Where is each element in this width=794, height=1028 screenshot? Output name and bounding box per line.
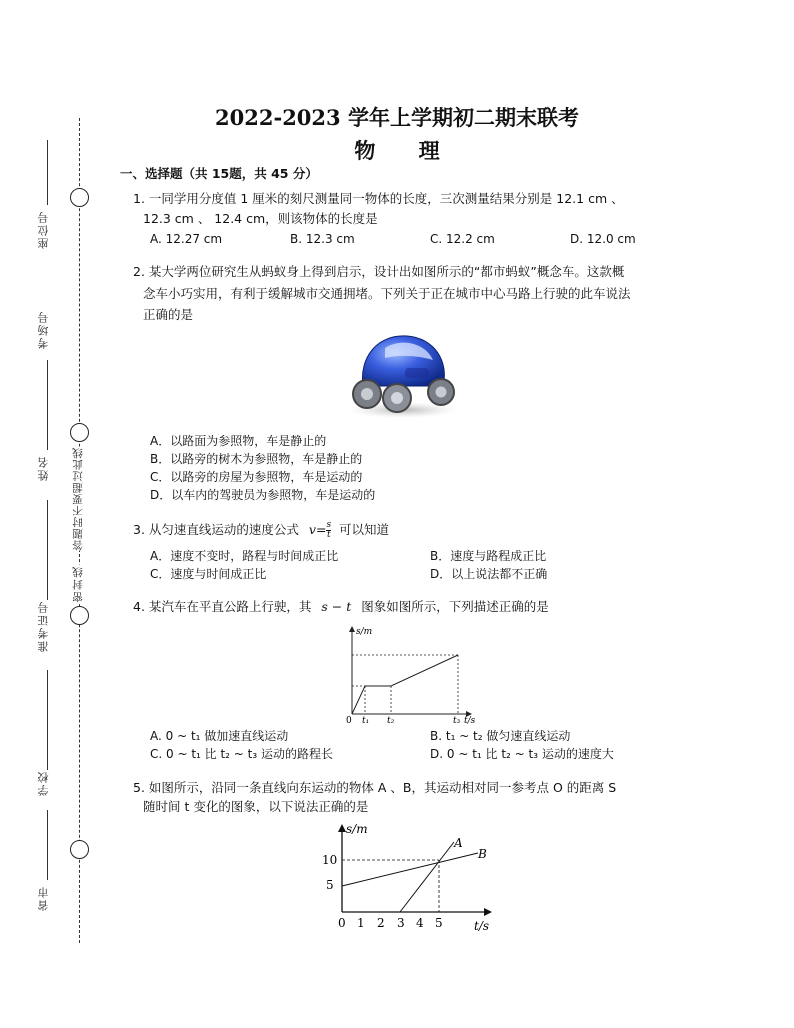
q1-option-b[interactable]: B. 12.3 cm: [290, 232, 355, 246]
q1-option-a[interactable]: A. 12.27 cm: [150, 232, 223, 246]
q4-tick-t2: t₂: [387, 716, 395, 725]
q4-option-a[interactable]: A. 0 ~ t₁ 做加速直线运动: [150, 729, 289, 743]
q5-xlabel: t/s: [474, 919, 490, 933]
q5-xtick-4: 4: [416, 916, 424, 930]
q5-xtick-3: 3: [397, 916, 405, 930]
q4-tick-t3: t₃: [453, 716, 461, 725]
q4-option-d[interactable]: D. 0 ~ t₁ 比 t₂ ~ t₃ 运动的速度大: [430, 747, 614, 761]
q5-xtick-2: 2: [377, 916, 385, 930]
question-1-line1: 1. 一同学用分度值 1 厘米的刻尺测量同一物体的长度，三次测量结果分别是 12.1 cm 、: [133, 191, 624, 206]
sealed-notice: 答题时不要超过此线: [72, 447, 84, 551]
question-4-line1: [133, 597, 549, 617]
graph-s-t-q4: [340, 620, 480, 725]
name-line: [47, 500, 48, 600]
question-2-line1: 2. 某大学两位研究生从蚂蚁身上得到启示，设计出如图所示的“都市蚂蚁”概念车。这款概: [133, 264, 625, 279]
q2-option-d[interactable]: D．以车内的驾驶员为参照物，车是运动的: [150, 488, 376, 502]
q2-option-b[interactable]: B．以路旁的树木为参照物，车是静止的: [150, 452, 363, 466]
exam-title: 2022-2023 学年上学期初二期末联考: [215, 105, 579, 130]
subject-title: 物 理: [354, 138, 458, 163]
question-1-line2: 12.3 cm 、 12.4 cm，则该物体的长度是: [143, 211, 378, 226]
velocity-formula: [308, 520, 335, 540]
binding-hole: [70, 188, 89, 207]
q4-option-b[interactable]: B. t₁ ~ t₂ 做匀速直线运动: [430, 729, 571, 743]
graph-s-t-q5: [318, 820, 498, 935]
q5-ytick-5: 5: [326, 878, 334, 892]
q5-xtick-0: 0: [338, 916, 346, 930]
formula-numerator: s: [326, 520, 332, 530]
question-4-text-pre: 4. 某汽车在平直公路上行驶，其: [133, 599, 312, 614]
q5-ylabel: s/m: [346, 822, 368, 836]
city-label: 省市: [37, 885, 50, 911]
binding-hole: [70, 423, 89, 442]
question-4-text-post: 图象如图所示，下列描述正确的是: [361, 599, 549, 614]
q3-option-b[interactable]: B．速度与路程成正比: [430, 549, 547, 563]
q3-option-c[interactable]: C．速度与时间成正比: [150, 567, 267, 581]
formula-v: v: [308, 522, 316, 537]
q5-xtick-1: 1: [357, 916, 365, 930]
formula-denominator: t: [326, 530, 331, 540]
q5-label-b: B: [478, 847, 487, 861]
exam-id-label: 准考证号: [37, 600, 50, 652]
question-2-line3: 正确的是: [143, 307, 194, 322]
question-3-text-pre: 3. 从匀速直线运动的速度公式: [133, 522, 299, 537]
seat-number-label: 座位号: [37, 210, 50, 249]
q4-option-c[interactable]: C. 0 ~ t₁ 比 t₂ ~ t₃ 运动的路程长: [150, 747, 334, 761]
q4-ylabel: s/m: [356, 627, 373, 637]
exam-id-line: [47, 670, 48, 770]
question-2-line2: 念车小巧实用，有利于缓解城市交通拥堵。下列关于正在城市中心马路上行驶的此车说法: [143, 286, 631, 301]
q4-tick-t1: t₁: [362, 716, 370, 725]
q2-option-c[interactable]: C．以路旁的房屋为参照物，车是运动的: [150, 470, 363, 484]
room-number-line: [47, 360, 48, 450]
formula-fraction: [326, 521, 331, 540]
q2-option-a[interactable]: A．以路面为参照物，车是静止的: [150, 434, 327, 448]
formula-equals: =: [315, 522, 327, 537]
q5-label-a: A: [454, 836, 463, 850]
binding-hole: [70, 840, 89, 859]
seal-line-label: 密封线: [72, 565, 84, 603]
question-3-line1: [133, 520, 389, 540]
q4-xlabel: t/s: [464, 716, 476, 725]
question-3-text-post: 可以知道: [339, 522, 390, 537]
binding-hole: [70, 606, 89, 625]
school-line: [47, 810, 48, 880]
name-label: 姓名: [37, 455, 50, 481]
q4-origin: 0: [346, 716, 352, 725]
room-number-label: 考场号: [37, 310, 50, 349]
question-5-line2: 随时间 t 变化的图象，以下说法正确的是: [143, 799, 369, 814]
ant-concept-car-image: [345, 328, 460, 420]
section-heading: 一、选择题（共 15题，共 45 分）: [120, 166, 318, 181]
q5-xtick-5: 5: [435, 916, 443, 930]
q5-ytick-10: 10: [322, 853, 338, 867]
q1-option-d[interactable]: D. 12.0 cm: [570, 232, 636, 246]
school-label: 学校: [37, 770, 50, 796]
q1-option-c[interactable]: C. 12.2 cm: [430, 232, 495, 246]
question-5-line1: 5. 如图所示，沿同一条直线向东运动的物体 A 、B，其运动相对同一参考点 O 的距离 S: [133, 780, 617, 795]
question-4-math: s − t: [321, 599, 352, 614]
q3-option-a[interactable]: A．速度不变时，路程与时间成正比: [150, 549, 339, 563]
q3-option-d[interactable]: D．以上说法都不正确: [430, 567, 548, 581]
